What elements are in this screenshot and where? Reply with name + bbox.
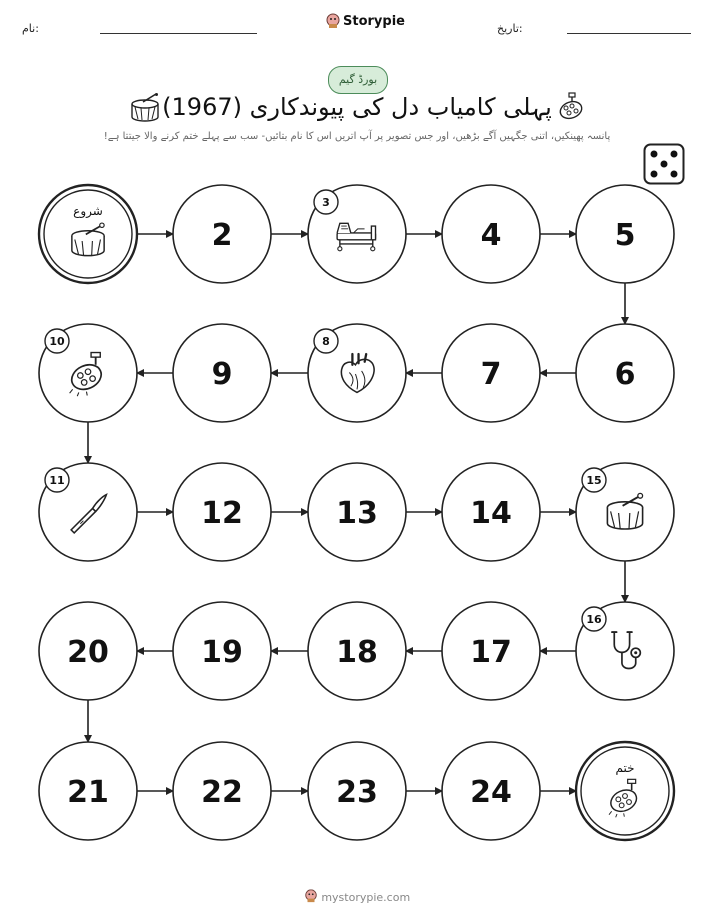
square-number: 3 [322, 196, 330, 209]
board-square-7[interactable] [442, 324, 540, 422]
board-square-19[interactable] [173, 602, 271, 700]
page-title: پہلی کامیاب دل کی پیوندکاری (1967) [162, 93, 552, 121]
category-badge: بورڈ گیم [328, 66, 388, 94]
square-number: 7 [480, 357, 502, 392]
end-label: ختم [615, 761, 635, 775]
square-number: 13 [336, 496, 378, 531]
start-label: شروع [73, 204, 103, 218]
square-number: 20 [67, 635, 109, 670]
board-square-8[interactable] [308, 324, 406, 422]
square-number: 4 [480, 218, 502, 253]
board-square-15[interactable] [576, 463, 674, 561]
board-square-24[interactable] [442, 742, 540, 840]
board-square-1[interactable] [39, 185, 137, 283]
storypie-mascot-icon [304, 889, 318, 903]
board-square-22[interactable] [173, 742, 271, 840]
instructions: پانسہ پھینکیں، اتنی جگہیں آگے بڑھیں، اور جس تصویر پر آپ اتریں اس کا نام بتائیں- سب سے پہلے ختم کرنے والا جیتتا ہے! [103, 131, 611, 142]
board-square-14[interactable] [442, 463, 540, 561]
square-number: 6 [614, 357, 636, 392]
square-number: 21 [67, 775, 109, 810]
board-square-13[interactable] [308, 463, 406, 561]
square-number: 19 [201, 635, 243, 670]
square-number: 2 [211, 218, 233, 253]
brand-name: Storypie [343, 13, 405, 29]
square-number: 14 [470, 496, 512, 531]
footer-url: mystorypie.com [321, 891, 411, 904]
board-square-11[interactable] [39, 463, 137, 561]
square-number: 17 [470, 635, 512, 670]
square-number: 24 [470, 775, 512, 810]
board-square-21[interactable] [39, 742, 137, 840]
square-number: 10 [49, 335, 65, 348]
square-number: 12 [201, 496, 243, 531]
board-square-23[interactable] [308, 742, 406, 840]
square-number: 9 [211, 357, 233, 392]
board-square-12[interactable] [173, 463, 271, 561]
board-square-4[interactable] [442, 185, 540, 283]
name-label: نام: [22, 22, 39, 35]
square-number: 23 [336, 775, 378, 810]
board-square-18[interactable] [308, 602, 406, 700]
board-square-16[interactable] [576, 602, 674, 700]
square-number: 18 [336, 635, 378, 670]
board-square-3[interactable] [308, 185, 406, 283]
board-square-20[interactable] [39, 602, 137, 700]
square-number: 5 [614, 218, 636, 253]
board-square-9[interactable] [173, 324, 271, 422]
footer [0, 889, 714, 904]
square-number: 16 [586, 613, 602, 626]
date-label: تاریخ: [497, 22, 523, 35]
board-square-2[interactable] [173, 185, 271, 283]
square-number: 8 [322, 335, 330, 348]
board-square-5[interactable] [576, 185, 674, 283]
square-number: 11 [49, 474, 65, 487]
square-number: 15 [586, 474, 602, 487]
square-number: 22 [201, 775, 243, 810]
board-square-10[interactable] [39, 324, 137, 422]
board-square-6[interactable] [576, 324, 674, 422]
board-square-25[interactable] [576, 742, 674, 840]
board-square-17[interactable] [442, 602, 540, 700]
board-squares [39, 185, 674, 840]
